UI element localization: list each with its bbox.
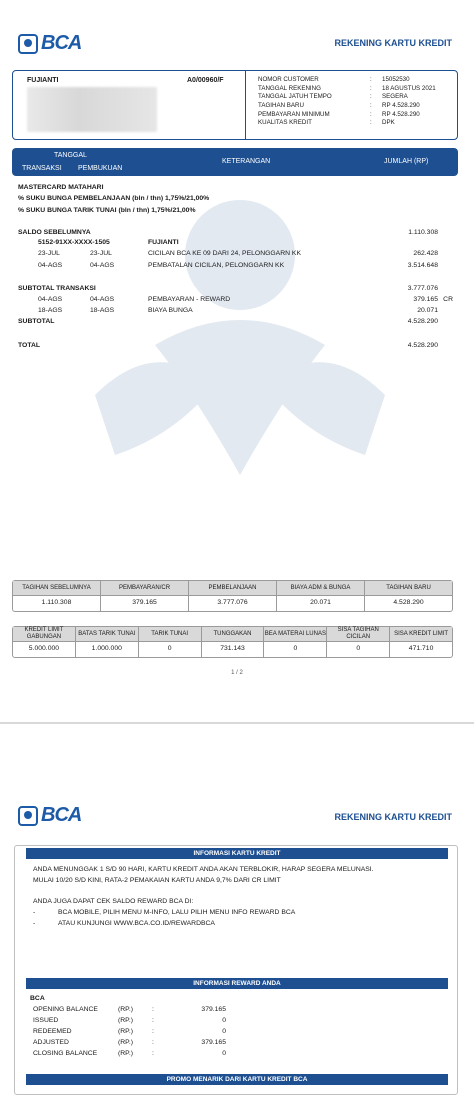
promo-title: PROMO MENARIK DARI KARTU KREDIT BCA — [26, 1074, 448, 1085]
tx-cr-flag: CR — [443, 296, 453, 303]
saldo-label: SALDO SEBELUMNYA — [18, 229, 91, 236]
reward-label: REDEEMED — [33, 1028, 72, 1035]
reward-title: INFORMASI REWARD ANDA — [26, 978, 448, 989]
summary-header: BEA MATERAI LUNAS — [264, 627, 327, 641]
subtotal-amount: 4.528.290 — [407, 318, 438, 325]
header-keterangan: KETERANGAN — [222, 158, 271, 165]
info-label: TANGGAL REKENING — [258, 84, 321, 92]
statement-page-2: BCA REKENING KARTU KREDIT INFORMASI KARTU KREDIT ANDA MENUNGGAK 1 S/D 90 HARI, KARTU KREDIT ANDA AKAN TERBLOKIR, HARAP SEGERA MELUNASI. MULAI 10/20 S/D KINI, RATA-2 PEMAKAIAN KARTU ANDA 9,7% DARI CR LIMIT ANDA JUGA DAPAT CEK SALDO REWARD BCA DI: - BCA MOBILE, PILIH MENU M-INFO, LALU PILIH MENU INFO REWARD BCA - ATAU KUNJUNGI WWW.BCA.CO.ID/REWARDBCA INFORMASI REWARD ANDA BCA OPENING BALANCE (RP.) : 379.165 ISSUED (RP.) : 0 REDEEMED (RP.) : 0 ADJUSTED (RP.) : 379.165 CLOSING BALANCE (RP.) : 0 PROMO MENARIK DARI KARTU KREDIT BCA — [0, 774, 474, 1089]
doc-title: REKENING KARTU KREDIT — [334, 812, 452, 822]
reward-unit: (RP.) — [118, 1017, 133, 1024]
info-row: PEMBAYARAN MINIMUM : RP 4.528.290 — [258, 110, 420, 118]
info-label: NOMOR CUSTOMER — [258, 76, 319, 83]
info-row: TAGIHAN BARU : RP 4.528.290 — [258, 102, 420, 110]
summary-value: 379.165 — [101, 596, 189, 611]
tx-book-date: 18-AGS — [90, 307, 115, 314]
info-label: TANGGAL JATUH TEMPO — [258, 93, 332, 101]
summary-header: TARIK TUNAI — [139, 627, 202, 641]
page-gap — [0, 712, 474, 774]
tx-desc: PEMBAYARAN - REWARD — [148, 296, 231, 303]
bullet-dash: - — [33, 920, 36, 927]
bca-logo-text: BCA — [41, 32, 82, 54]
summary-value-row — [13, 596, 452, 611]
rate-purchase: % SUKU BUNGA PEMBELANJAAN (bln / thn) 1,75%/21,00% — [18, 195, 210, 202]
card-product-name: MASTERCARD MATAHARI — [18, 184, 104, 191]
summary-value: 3.777.076 — [189, 596, 277, 611]
divider — [245, 71, 246, 139]
account-ref: A0/00960/F — [187, 77, 224, 84]
summary-header: SISA TAGIHAN CICILAN — [327, 627, 390, 641]
bca-logo — [18, 32, 81, 55]
saldo-amount: 1.110.308 — [408, 229, 438, 236]
summary-value: 0 — [264, 642, 327, 657]
tx-desc: BIAYA BUNGA — [148, 307, 193, 314]
header-pembukuan: PEMBUKUAN — [78, 165, 123, 172]
bca-watermark-icon — [95, 195, 385, 475]
bca-logo-icon — [18, 806, 38, 826]
summary-value: 471.710 — [408, 645, 434, 653]
page-number: 1 / 2 — [231, 670, 243, 676]
summary-value: 731.143 — [202, 642, 265, 657]
summary-header: TAGIHAN BARU — [386, 584, 431, 591]
tx-book-date: 23-JUL — [90, 250, 112, 257]
summary-value: 5.000.000 — [13, 642, 76, 657]
info-label: PEMBAYARAN MINIMUM — [258, 110, 330, 118]
reward-unit: (RP.) — [118, 1039, 133, 1046]
reward-label: ADJUSTED — [33, 1039, 69, 1046]
bullet-dash: - — [33, 909, 36, 916]
summary-table-limits — [12, 626, 453, 658]
tx-date: 18-AGS — [38, 307, 63, 314]
reward-value: 0 — [222, 1028, 226, 1035]
reward-unit: (RP.) — [118, 1028, 133, 1035]
info-bullet: BCA MOBILE, PILIH MENU M-INFO, LALU PILIH MENU INFO REWARD BCA — [58, 909, 296, 916]
subtotal-tx-label: SUBTOTAL TRANSAKSI — [18, 285, 96, 292]
subtotal-tx-amount: 3.777.076 — [407, 285, 438, 292]
tx-date: 23-JUL — [38, 250, 60, 257]
header-jumlah: JUMLAH (RP) — [384, 158, 429, 165]
info-bullet: ATAU KUNJUNGI WWW.BCA.CO.ID/REWARDBCA — [58, 920, 215, 927]
total-amount: 4.528.290 — [407, 342, 438, 349]
tx-book-date: 04-AGS — [90, 296, 115, 303]
tx-date: 04-AGS — [38, 296, 63, 303]
info-row: NOMOR CUSTOMER : 15052530 — [258, 76, 410, 83]
reward-label: CLOSING BALANCE — [33, 1050, 98, 1057]
summary-header: KREDIT LIMIT GABUNGAN — [13, 627, 76, 641]
reward-value: 379.165 — [201, 1006, 226, 1013]
summary-header: TUNGGAKAN — [202, 627, 265, 641]
summary-header-row — [13, 581, 452, 596]
info-kartu-title: INFORMASI KARTU KREDIT — [26, 848, 448, 859]
summary-header: PEMBAYARAN/CR — [101, 581, 189, 595]
summary-header-row — [13, 627, 452, 642]
tx-amount: 262.428 — [413, 250, 438, 257]
info-row: TANGGAL REKENING : 18 AGUSTUS 2021 — [258, 84, 436, 92]
customer-name: FUJIANTI — [27, 77, 59, 84]
customer-info — [258, 76, 453, 128]
tx-amount: 379.165 — [413, 296, 438, 303]
info-value: SEGERA — [382, 93, 408, 101]
info-row: TANGGAL JATUH TEMPO : SEGERA — [258, 93, 408, 101]
reward-label: ISSUED — [33, 1017, 59, 1024]
info-value: DPK — [382, 119, 395, 127]
reward-unit: (RP.) — [118, 1050, 133, 1057]
summary-value: 1.110.308 — [13, 596, 101, 611]
summary-value-row — [13, 642, 452, 657]
customer-box — [12, 70, 458, 140]
tx-desc: CICILAN BCA KE 09 DARI 24, PELONGGARN KK — [148, 250, 301, 257]
reward-cek-intro: ANDA JUGA DAPAT CEK SALDO REWARD BCA DI: — [33, 898, 194, 905]
card-holder: FUJIANTI — [148, 239, 179, 246]
card-number: 5152-91XX-XXXX-1505 — [38, 239, 110, 246]
info-line: ANDA MENUNGGAK 1 S/D 90 HARI, KARTU KREDIT ANDA AKAN TERBLOKIR, HARAP SEGERA MELUNASI. — [33, 866, 374, 873]
summary-value: 4.528.290 — [393, 599, 424, 607]
reward-label: OPENING BALANCE — [33, 1006, 98, 1013]
info-label: TAGIHAN BARU — [258, 102, 304, 110]
bca-logo-icon — [18, 34, 38, 54]
transactions-header — [12, 148, 458, 176]
reward-value: 0 — [222, 1017, 226, 1024]
summary-value: 20.071 — [277, 596, 365, 611]
reward-value: 379.165 — [201, 1039, 226, 1046]
doc-title: REKENING KARTU KREDIT — [334, 38, 452, 48]
summary-header: PEMBELANJAAN — [189, 581, 277, 595]
rate-cash: % SUKU BUNGA TARIK TUNAI (bln / thn) 1,75%/21,00% — [18, 207, 196, 214]
tx-desc: PEMBATALAN CICILAN, PELONGGARN KK — [148, 262, 285, 269]
info-value: 15052530 — [382, 76, 410, 83]
info-row: KUALITAS KREDIT : DPK — [258, 119, 395, 127]
summary-value: 1.000.000 — [76, 642, 139, 657]
info-value: 18 AGUSTUS 2021 — [382, 84, 436, 92]
tx-amount: 20.071 — [417, 307, 438, 314]
tx-amount: 3.514.648 — [407, 262, 438, 269]
info-value: RP 4.528.290 — [382, 102, 420, 110]
summary-header: BIAYA ADM & BUNGA — [277, 581, 365, 595]
tx-date: 04-AGS — [38, 262, 63, 269]
redacted-address — [27, 87, 157, 132]
summary-table-billing — [12, 580, 453, 612]
bca-logo-text: BCA — [41, 804, 82, 826]
reward-heading: BCA — [30, 995, 45, 1002]
summary-value: 0 — [327, 642, 390, 657]
subtotal-label: SUBTOTAL — [18, 318, 55, 325]
info-label: KUALITAS KREDIT — [258, 119, 312, 127]
info-value: RP 4.528.290 — [382, 110, 420, 118]
reward-value: 0 — [222, 1050, 226, 1057]
summary-header: TAGIHAN SEBELUMNYA — [13, 581, 101, 595]
header-tanggal: TANGGAL — [54, 152, 87, 159]
header-transaksi: TRANSAKSI — [22, 165, 62, 172]
info-line: MULAI 10/20 S/D KINI, RATA-2 PEMAKAIAN KARTU ANDA 9,7% DARI CR LIMIT — [33, 877, 281, 884]
summary-header: SISA KREDIT LIMIT — [394, 630, 449, 637]
tx-book-date: 04-AGS — [90, 262, 115, 269]
bca-logo — [18, 804, 81, 827]
summary-header: BATAS TARIK TUNAI — [76, 627, 139, 641]
summary-value: 0 — [139, 642, 202, 657]
reward-unit: (RP.) — [118, 1006, 133, 1013]
total-label: TOTAL — [18, 342, 41, 349]
